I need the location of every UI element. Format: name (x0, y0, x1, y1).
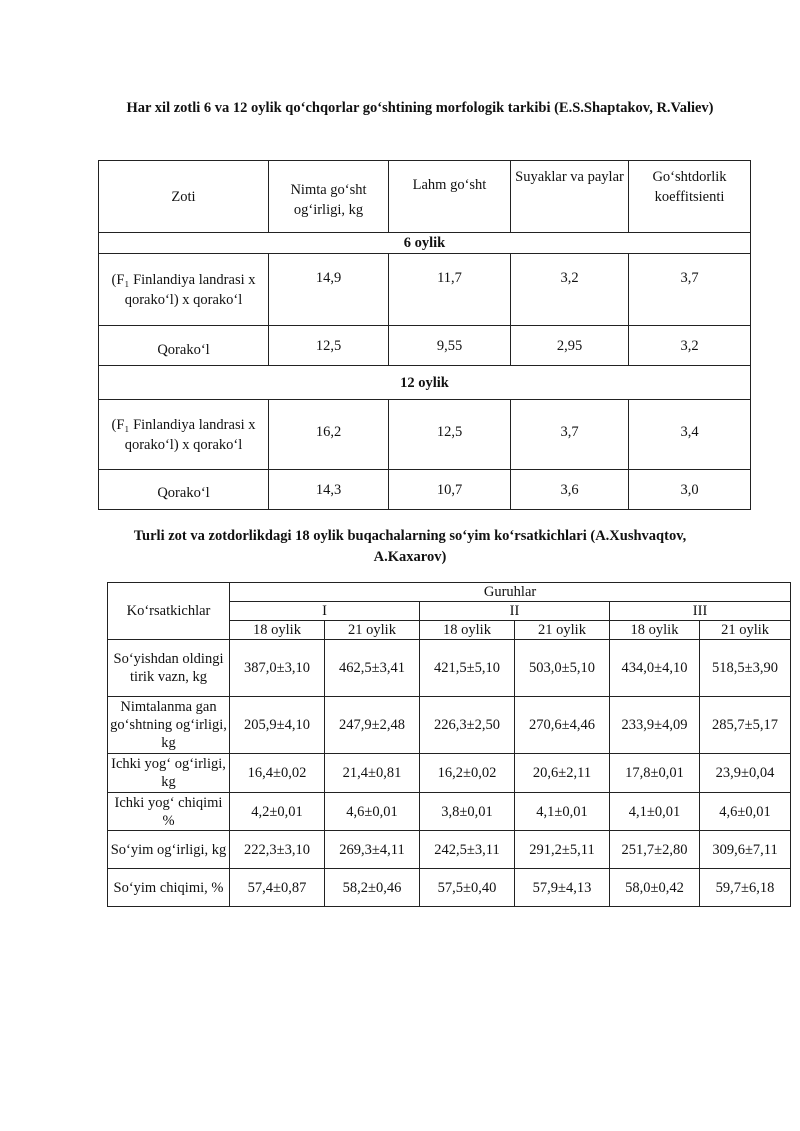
value-cell: 58,0±0,42 (610, 869, 700, 907)
value-cell: 16,2 (269, 400, 389, 470)
value-cell: 4,1±0,01 (515, 793, 610, 831)
morphology-table (98, 160, 751, 510)
table-row (99, 400, 751, 470)
value-cell: 205,9±4,10 (230, 697, 325, 754)
value-cell: 11,7 (389, 254, 511, 326)
section-row (99, 366, 751, 400)
age-label: 21 oylik (325, 621, 420, 640)
table-row (108, 793, 791, 831)
value-cell: 247,9±2,48 (325, 697, 420, 754)
breed-cell: (F₁ Finlandiya landrasi x qorako‘l) x qorako‘l (99, 400, 269, 470)
value-cell: 3,4 (629, 400, 751, 470)
value-cell: 421,5±5,10 (420, 640, 515, 697)
value-cell: 10,7 (389, 470, 511, 510)
value-cell: 21,4±0,81 (325, 754, 420, 793)
group-label: I (230, 602, 420, 621)
table-row (99, 470, 751, 510)
value-cell: 3,7 (511, 400, 629, 470)
table2-title: Turli zot va zotdorlikdagi 18 oylik buqachalarning so‘yim ko‘rsatkichlari (A.Xushvaqtov, A.Kaxarov) (133, 528, 687, 565)
value-cell: 309,6±7,11 (700, 831, 791, 869)
value-cell: 12,5 (389, 400, 511, 470)
value-cell: 285,7±5,17 (700, 697, 791, 754)
age-label: 21 oylik (515, 621, 610, 640)
value-cell: 3,2 (629, 326, 751, 366)
value-cell: 59,7±6,18 (700, 869, 791, 907)
value-cell: 434,0±4,10 (610, 640, 700, 697)
indicator-label: So‘yim chiqimi, % (108, 869, 230, 907)
value-cell: 518,5±3,90 (700, 640, 791, 697)
breed-cell: (F₁ Finlandiya landrasi x qorako‘l) x qorako‘l (99, 254, 269, 326)
age-label: 21 oylik (700, 621, 791, 640)
table-row (108, 869, 791, 907)
header-meat-coefficient: Go‘shtdorlik koeffitsienti (629, 161, 751, 233)
value-cell: 3,2 (511, 254, 629, 326)
value-cell: 503,0±5,10 (515, 640, 610, 697)
indicator-label: Ichki yog‘ og‘irligi, kg (108, 754, 230, 793)
value-cell: 233,9±4,09 (610, 697, 700, 754)
section-label: 12 oylik (99, 366, 751, 400)
value-cell: 4,1±0,01 (610, 793, 700, 831)
header-groups: Guruhlar (230, 583, 791, 602)
value-cell: 251,7±2,80 (610, 831, 700, 869)
slaughter-indicators-table (107, 582, 791, 907)
indicator-label: So‘yim og‘irligi, kg (108, 831, 230, 869)
table1-title: Har xil zotli 6 va 12 oylik qo‘chqorlar go‘shtining morfologik tarkibi (E.S.Shaptakov, R.Valiev) (126, 100, 714, 116)
value-cell: 17,8±0,01 (610, 754, 700, 793)
table-row (108, 697, 791, 754)
value-cell: 3,0 (629, 470, 751, 510)
table-header-row (99, 161, 751, 233)
header-bones: Suyaklar va paylar (511, 161, 629, 233)
header-carcass-weight: Nimta go‘sht og‘irligi, kg (269, 161, 389, 233)
table-row (108, 831, 791, 869)
age-label: 18 oylik (230, 621, 325, 640)
table-row (108, 640, 791, 697)
value-cell: 270,6±4,46 (515, 697, 610, 754)
value-cell: 14,3 (269, 470, 389, 510)
value-cell: 4,6±0,01 (325, 793, 420, 831)
value-cell: 23,9±0,04 (700, 754, 791, 793)
header-indicators: Ko‘rsatkichlar (108, 583, 230, 640)
value-cell: 242,5±3,11 (420, 831, 515, 869)
value-cell: 9,55 (389, 326, 511, 366)
group-label: III (610, 602, 791, 621)
value-cell: 20,6±2,11 (515, 754, 610, 793)
section-label: 6 oylik (99, 233, 751, 254)
value-cell: 57,5±0,40 (420, 869, 515, 907)
value-cell: 3,6 (511, 470, 629, 510)
table-row (99, 254, 751, 326)
age-label: 18 oylik (610, 621, 700, 640)
value-cell: 57,9±4,13 (515, 869, 610, 907)
value-cell: 12,5 (269, 326, 389, 366)
value-cell: 16,4±0,02 (230, 754, 325, 793)
group-label: II (420, 602, 610, 621)
value-cell: 269,3±4,11 (325, 831, 420, 869)
value-cell: 226,3±2,50 (420, 697, 515, 754)
table-row (99, 326, 751, 366)
group-header-row (108, 583, 791, 602)
value-cell: 58,2±0,46 (325, 869, 420, 907)
header-lean-meat: Lahm go‘sht (389, 161, 511, 233)
value-cell: 2,95 (511, 326, 629, 366)
header-breed: Zoti (99, 161, 269, 233)
value-cell: 222,3±3,10 (230, 831, 325, 869)
value-cell: 3,7 (629, 254, 751, 326)
indicator-label: Nimtalanma gan go‘shtning og‘irligi, kg (108, 697, 230, 754)
value-cell: 4,2±0,01 (230, 793, 325, 831)
value-cell: 14,9 (269, 254, 389, 326)
indicator-label: Ichki yog‘ chiqimi % (108, 793, 230, 831)
indicator-label: So‘yishdan oldingi tirik vazn, kg (108, 640, 230, 697)
value-cell: 291,2±5,11 (515, 831, 610, 869)
value-cell: 3,8±0,01 (420, 793, 515, 831)
breed-cell: Qorako‘l (99, 470, 269, 510)
table-row (108, 754, 791, 793)
value-cell: 462,5±3,41 (325, 640, 420, 697)
breed-cell: Qorako‘l (99, 326, 269, 366)
value-cell: 387,0±3,10 (230, 640, 325, 697)
value-cell: 57,4±0,87 (230, 869, 325, 907)
section-row (99, 233, 751, 254)
age-label: 18 oylik (420, 621, 515, 640)
value-cell: 4,6±0,01 (700, 793, 791, 831)
value-cell: 16,2±0,02 (420, 754, 515, 793)
